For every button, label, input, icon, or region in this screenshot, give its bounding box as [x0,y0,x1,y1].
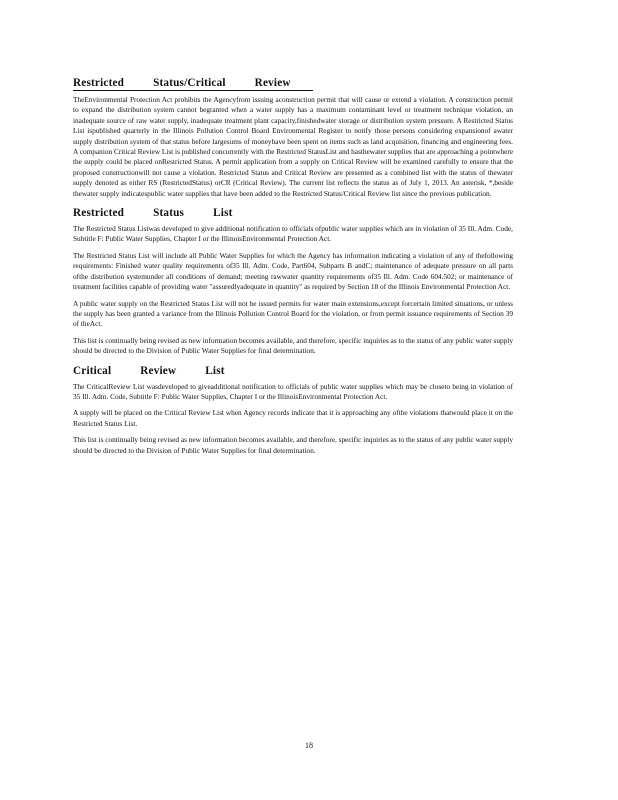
paragraph-rs-revision: This list is continually being revised as new information becomes available, and therefore, specific inquiries as to the status of any public water supply should be directed to the Division of Public Water Supplies for final determination. [73,335,513,356]
paragraph-rs-purpose: The Restricted Status Listwas developed to give additional notification to officials ofpublic water supplies which are in violation of 35 Ill. Adm. Code, Subtitle F: Public Water Supplies, Chapter I or the IllinoisEnvironmental Protection Act. [73,224,513,244]
heading-critical-review-list: Critical Review List [73,364,225,377]
paragraph-rs-permits: A public water supply on the Restricted Status List will not be issued permits for water main extensions,except forcertain limited situations, or unless the supply has been granted a variance from the Illinois Pollution Control Board for the violation, or from permit issuance requirements of Section 39 of theAct. [73,298,513,329]
paragraph-construction-permit: TheEnvironmental Protection Act prohibits the Agencyfrom issuing aconstruction permit that will cause or extend a violation. A construction permit to expand the distribution system cannot begranted when a water supply has a maximum contaminant level or treatment technique violation, an inadequate source of raw water supply, inadequate treatment plant capacity,finishedwater storage or distribution system pressure. A Restricted Status List ispublished quarterly in the Illinois Pollution Control Board Environmental Register to notify those persons considering expansionof awater supply distribution system of that status before largesums of moneyhave been spent on items such as land acquisition, financing and engineering fees. A companion Critical Review List is published concurrently with the Restricted StatusList and hasthewater supplies that are approaching a pointwhere the supply could be placed onRestricted Status. A permit application from a supply on Critical Review will be examined carefully to ensure that the proposed constructionwill not cause a violation. Restricted Status and Critical Review are presented as a combined list with the status of thewater supply denoted as either RS (RestrictedStatus) orCR (Critical Review). The current list reflects the status as of July 1, 2013. An asterisk, *,beside thewater supply indicatespublic water supplies that have been added to the Restricted Status/Critical Review list since the previous publication. [73,95,513,198]
paragraph-cr-purpose: The CriticalReview List wasdeveloped to giveadditional notification to officials of public water supplies which may be closeto being in violation of 35 Ill. Adm. Code, Subtitle F: Public Water Supplies, Chapter I or the IllinoisEnvironmental Protection Act. [73,381,513,401]
page-number: 18 [305,741,313,750]
paragraph-cr-placement: A supply will be placed on the Critical Review List when Agency records indicate that it is approaching any ofthe violations thatwould place it on the Restricted Status List. [73,408,513,428]
heading-restricted-status-critical-review: Restricted Status/Critical Review [73,76,313,91]
heading-restricted-status-list: Restricted Status List [73,207,233,220]
page-content [73,73,513,456]
paragraph-rs-inclusion: The Restricted Status List will include all Public Water Supplies for which the Agency has information indicating a violation of any of thefollowing requirements: Finished water quality requirements of35 Ill. Adm. Code, Part604, Subparts B andC; maintenance of adequate pressure on all parts ofthe distribution systemunder all conditions of demand; meeting rawwater quantity requirements of35 Ill. Adm. Code 604.502; or maintenance of treatment facilities capable of providing water "assuredlyadequate in quantity" as required by Section 18 of the Illinois Environmental Protection Act. [73,250,513,292]
paragraph-cr-revision: This list is continually being revised as new information becomes available, and therefore, specific inquiries as to the status of any public water supply should be directed to the Division of Public Water Supplies for final determination. [73,435,513,455]
